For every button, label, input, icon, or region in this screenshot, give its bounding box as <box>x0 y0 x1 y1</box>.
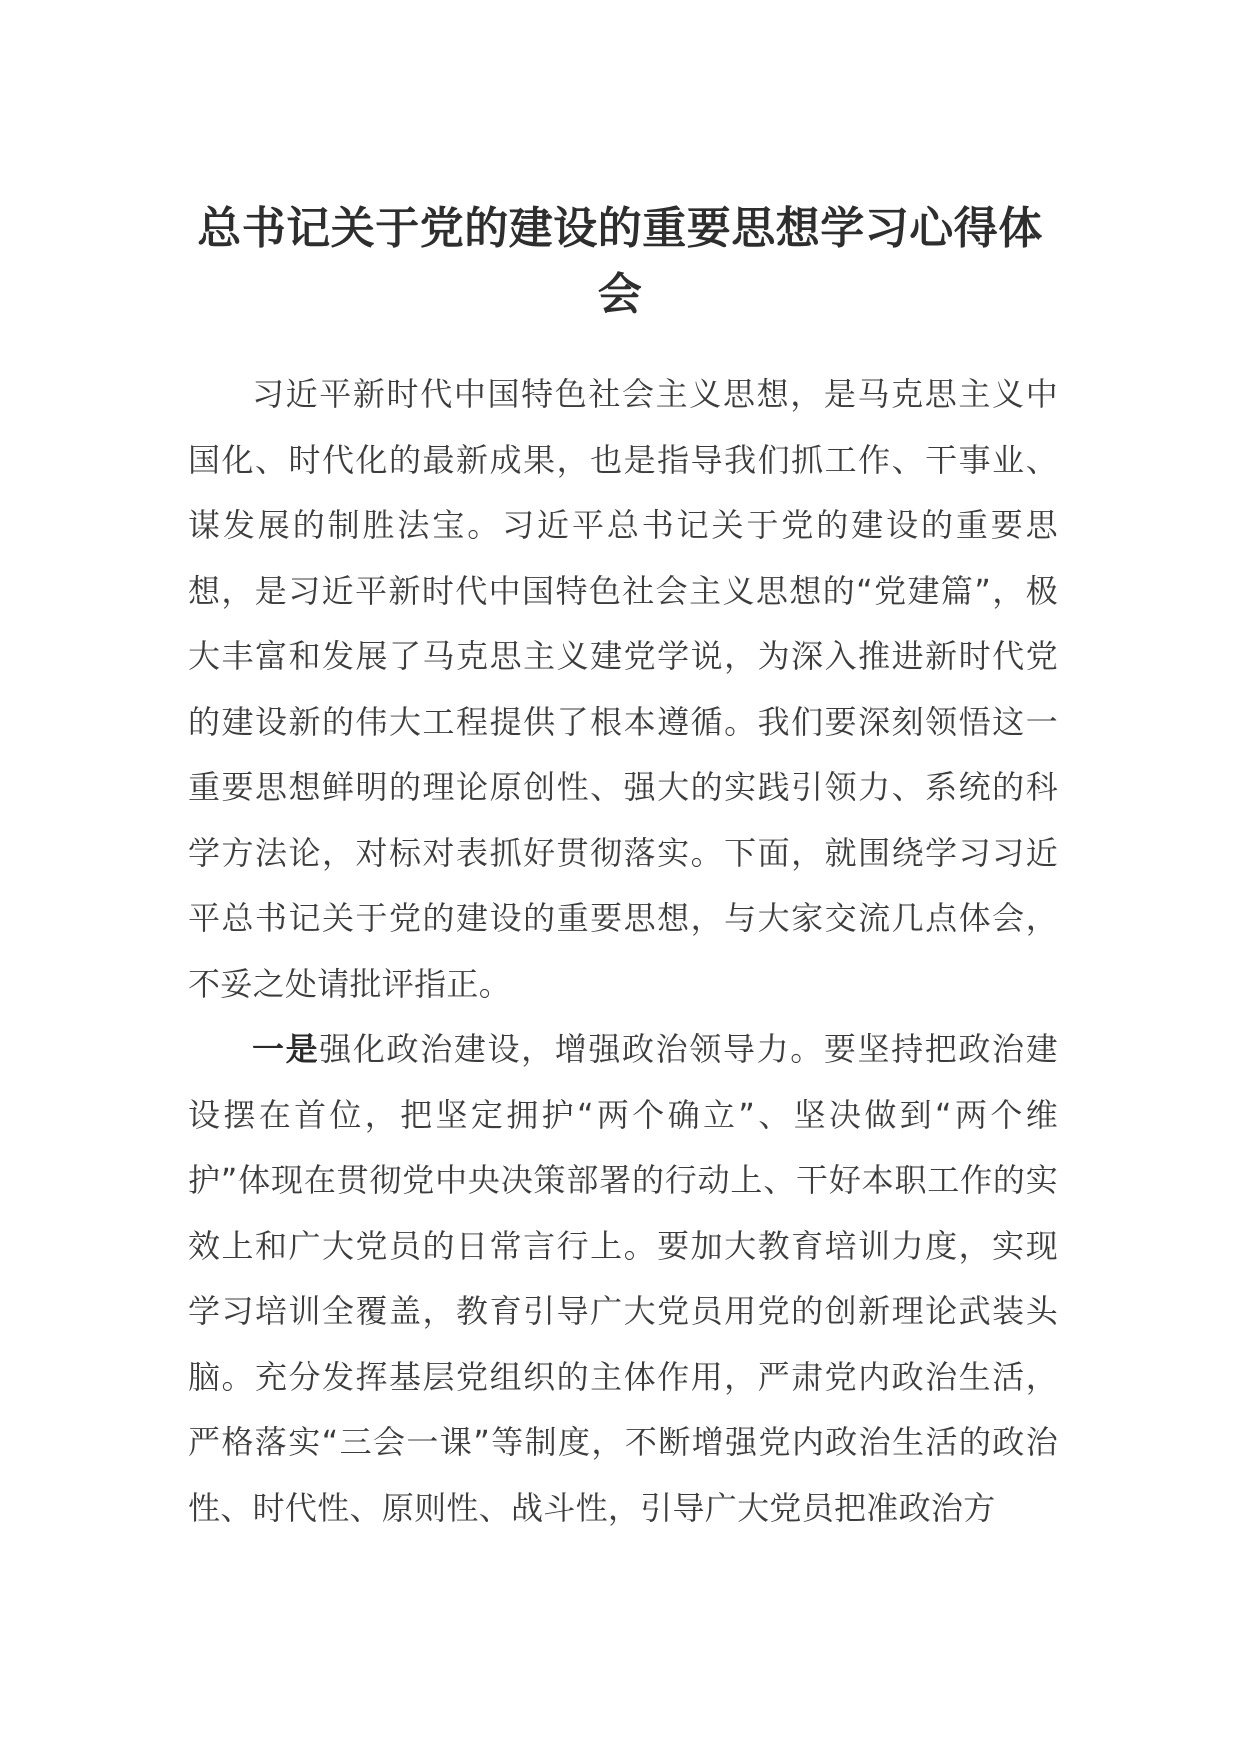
paragraph-point-one <box>188 1017 1058 1541</box>
document-title: 总书记关于党的建设的重要思想学习心得体会 <box>197 203 1043 320</box>
paragraph-intro <box>188 362 1058 1017</box>
document-body <box>188 362 1058 1541</box>
paragraph-point-one-text: 强化政治建设，增强政治领导力。要坚持把政治建设摆在首位，把坚定拥护“两个确立”、坚决做到“两个维护”体现在贯彻党中央决策部署的行动上、干好本职工作的实效上和广大党员的日常言行上。要加大教育培训力度，实现学习培训全覆盖，教育引导广大党员用党的创新理论武装头脑。充分发挥基层党组织的主体作用，严肃党内政治生活，严格落实“三会一课”等制度，不断增强党内政治生活的政治性、时代性、原则性、战斗性，引导广大党员把准政治方 <box>188 1030 1058 1527</box>
paragraph-intro-text: 习近平新时代中国特色社会主义思想，是马克思主义中国化、时代化的最新成果，也是指导我们抓工作、干事业、谋发展的制胜法宝。习近平总书记关于党的建设的重要思想，是习近平新时代中国特色社会主义思想的“党建篇”，极大丰富和发展了马克思主义建党学说，为深入推进新时代党的建设新的伟大工程提供了根本遵循。我们要深刻领悟这一重要思想鲜明的理论原创性、强大的实践引领力、系统的科学方法论，对标对表抓好贯彻落实。下面，就围绕学习习近平总书记关于党的建设的重要思想，与大家交流几点体会，不妥之处请批评指正。 <box>188 375 1058 1003</box>
paragraph-point-one-lead: 一是 <box>252 1030 320 1068</box>
